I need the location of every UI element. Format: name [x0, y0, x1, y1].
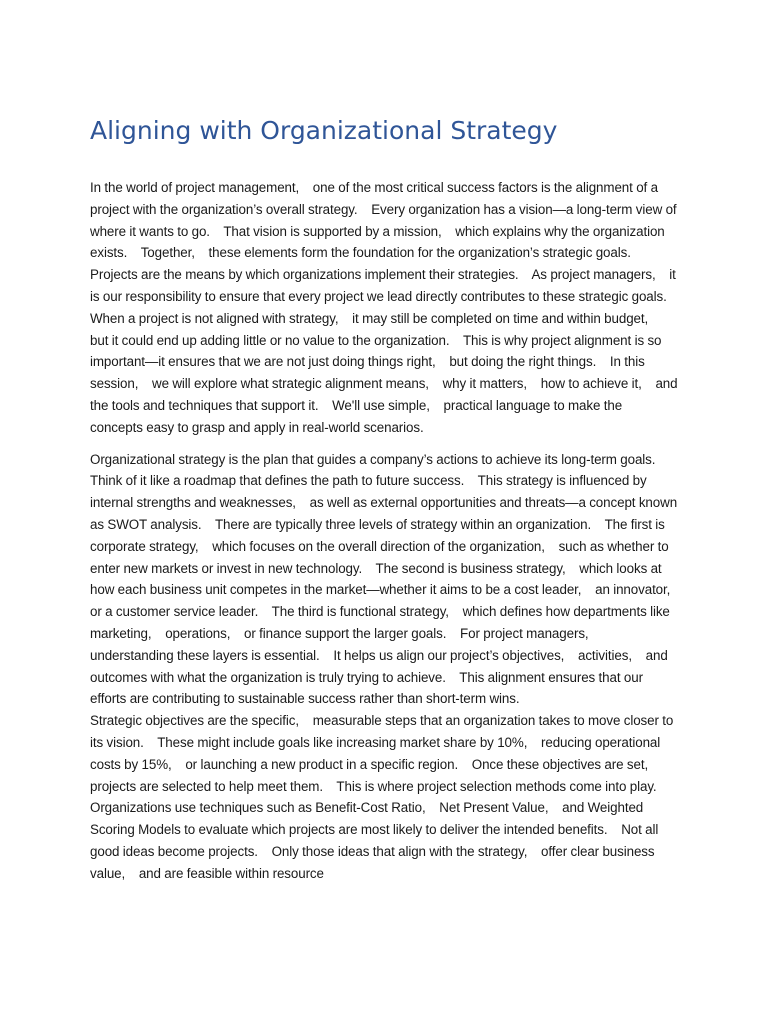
paragraph-strategic-objectives: Strategic objectives are the specific, measurable steps that an organization takes to move closer to its vision. These might include goals like increasing market share by 10%, reducing operational costs by 15%, or launching a new product in a specific region. Once these objectives are set, projects are selected to help meet them. This is where project selection methods come into play. Organizations use techniques such as Benefit-Cost Ratio, Net Present Value, and Weighted Scoring Models to evaluate which projects are most likely to deliver the intended benefits. Not all good ideas become projects. Only those ideas that align with the strategy, offer clear business value, and are feasible within resource — [90, 713, 677, 881]
document-title: Aligning with Organizational Strategy — [90, 116, 558, 145]
paragraph-organizational-strategy: Organizational strategy is the plan that guides a company’s actions to achieve its long-term goals. Think of it like a roadmap that defines the path to future success. This strategy is influenced by internal strengths and weaknesses, as well as external opportunities and threats—a concept known as SWOT analysis. There are typically three levels of strategy within an organization. The first is corporate strategy, which focuses on the overall direction of the organization, such as whether to enter new markets or invest in new technology. The second is business strategy, which looks at how each business unit competes in the market—whether it aims to be a cost leader, an innovator, or a customer service leader. The third is functional strategy, which defines how departments like marketing, operations, or finance support the larger goals. For project managers, understanding these layers is essential. It helps us align our project’s objectives, activities, and outcomes with what the organization is truly trying to achieve. This alignment ensures that our efforts are contributing to sustainable success rather than short-term wins. — [90, 451, 684, 707]
paragraph-intro: In the world of project management, one of the most critical success factors is the alignment of a project with the organization’s overall strategy. Every organization has a vision—a long-term view of where it wants to go. That vision is supported by a mission, which explains why the organization exists. Together, these elements form the foundation for the organization’s strategic goals. Projects are the means by which organizations implement their strategies. As project managers, it is our responsibility to ensure that every project we lead directly contributes to these strategic goals. When a project is not aligned with strategy, it may still be completed on time and within budget, but it could end up adding little or no value to the organization. This is why project alignment is so important—it ensures that we are not just doing things right, but doing the right things. In this session, we will explore what strategic alignment means, why it matters, how to achieve it, and the tools and techniques that support it. We'll use simple, practical language to make the concepts easy to grasp and apply in real-world scenarios. — [90, 180, 681, 435]
document-page — [90, 0, 684, 885]
